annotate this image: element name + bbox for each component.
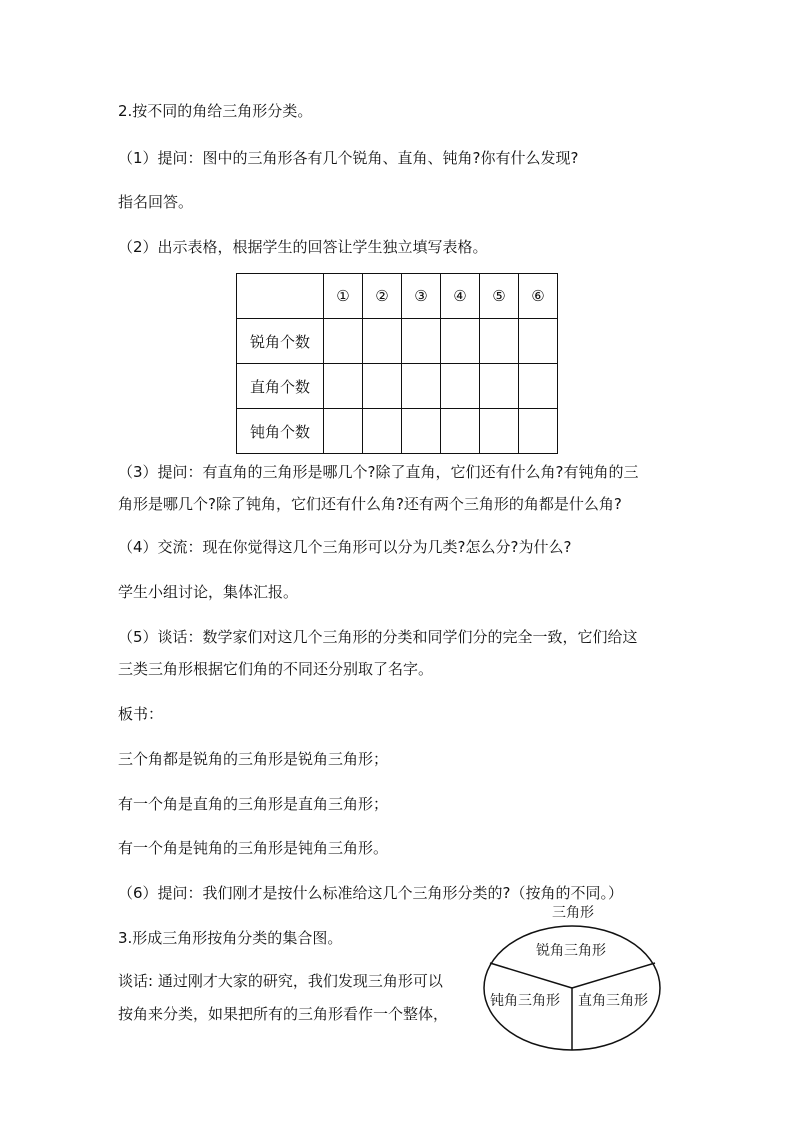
table-header-cell: ② [363, 274, 402, 319]
table-row [237, 364, 558, 409]
table-cell [363, 319, 402, 364]
table-cell [402, 409, 441, 454]
para-board: 板书： [118, 705, 164, 723]
table-row-label: 钝角个数 [237, 409, 324, 454]
table-cell [441, 364, 480, 409]
table-cell [519, 364, 558, 409]
table-header-cell: ④ [441, 274, 480, 319]
table-row-label: 锐角个数 [237, 319, 324, 364]
para-talk-a: 谈话: 通过刚才大家的研究，我们发现三角形可以 [118, 972, 443, 990]
para-talk-b: 按角来分类，如果把所有的三角形看作一个整体， [118, 1005, 449, 1023]
set-label-right: 直角三角形 [578, 993, 648, 1009]
table-header-cell: ⑤ [480, 274, 519, 319]
para-group-discuss: 学生小组讨论，集体汇报。 [118, 583, 299, 601]
para-question-3a: （3）提问：有直角的三角形是哪几个?除了直角，它们还有什么角?有钝角的三 [118, 463, 639, 481]
para-def-obtuse: 有一个角是钝角的三角形是钝角三角形。 [118, 839, 389, 857]
table-cell [441, 409, 480, 454]
table-cell [480, 409, 519, 454]
para-talk-5b: 三类三角形根据它们角的不同还分别取了名字。 [118, 660, 434, 678]
table-cell [324, 409, 363, 454]
table-header-cell: ① [324, 274, 363, 319]
table-cell [480, 364, 519, 409]
triangle-set-diagram [480, 900, 670, 1060]
para-question-1: （1）提问：图中的三角形各有几个锐角、直角、钝角?你有什么发现? [118, 149, 579, 167]
para-title-3: 3.形成三角形按角分类的集合图。 [118, 929, 343, 947]
para-def-right: 有一个角是直角的三角形是直角三角形； [118, 795, 389, 813]
table-header-cell: ⑥ [519, 274, 558, 319]
table-row-label: 直角个数 [237, 364, 324, 409]
table-header-row [237, 274, 558, 319]
set-label-obtuse: 钝角三角形 [490, 993, 560, 1009]
table-header-cell [237, 274, 324, 319]
para-show-table: （2）出示表格，根据学生的回答让学生独立填写表格。 [118, 238, 488, 256]
set-divider-right [572, 963, 655, 988]
set-title: 三角形 [552, 905, 594, 921]
table-row [237, 319, 558, 364]
angle-count-table [236, 273, 558, 454]
table-cell [402, 364, 441, 409]
table-cell [402, 319, 441, 364]
table-cell [519, 319, 558, 364]
table-cell [324, 364, 363, 409]
para-question-3b: 角形是哪几个?除了钝角，它们还有什么角?还有两个三角形的角都是什么角? [118, 495, 622, 513]
para-title-2: 2.按不同的角给三角形分类。 [118, 102, 313, 120]
table-cell [441, 319, 480, 364]
para-exchange-4: （4）交流：现在你觉得这几个三角形可以分为几类?怎么分?为什么? [118, 538, 572, 556]
set-label-acute: 锐角三角形 [536, 943, 606, 959]
table-cell [363, 364, 402, 409]
table-cell [519, 409, 558, 454]
table-cell [480, 319, 519, 364]
para-question-6: （6）提问：我们刚才是按什么标准给这几个三角形分类的?（按角的不同。） [118, 884, 624, 902]
table-row [237, 409, 558, 454]
para-answer: 指名回答。 [118, 193, 194, 211]
set-divider-left [490, 963, 572, 988]
set-diagram-svg [480, 900, 670, 1060]
para-talk-5a: （5）谈话：数学家们对这几个三角形的分类和同学们分的完全一致，它们给这 [118, 628, 638, 646]
table-cell [324, 319, 363, 364]
para-def-acute: 三个角都是锐角的三角形是锐角三角形； [118, 750, 389, 768]
table-cell [363, 409, 402, 454]
table-header-cell: ③ [402, 274, 441, 319]
